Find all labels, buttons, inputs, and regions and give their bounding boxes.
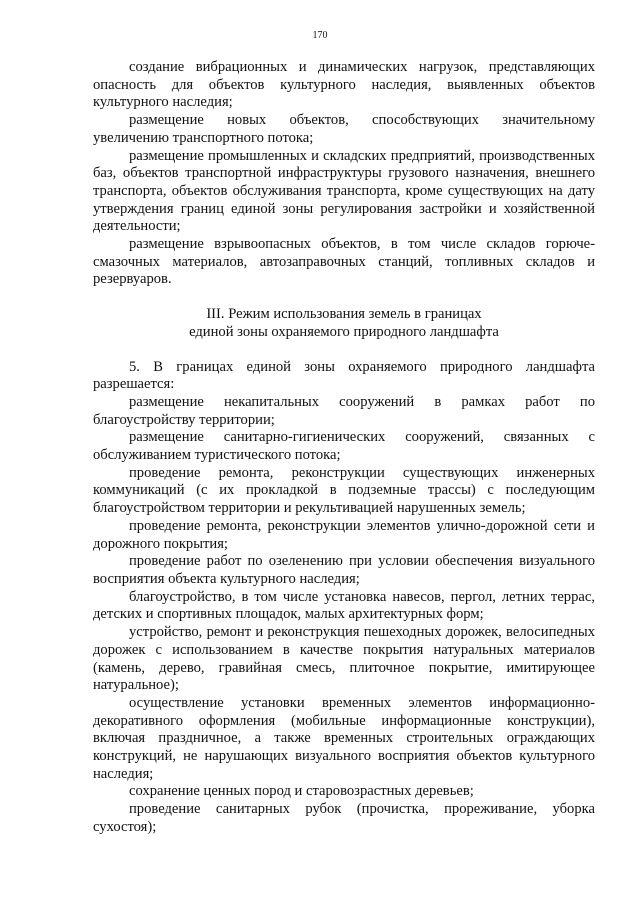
- paragraph-allowed-temporary-elements: осуществление установки временных элементов информационно-декоративного оформления (мобильные информационные конструкции), включая праздничное, а также временных строительных ограждающих конструкций, не нарушающих визуального восприятия объектов культурного наследия;: [93, 694, 595, 782]
- paragraph-allowed-landscaping: благоустройство, в том числе установка навесов, пергол, летних террас, детских и спортивных площадок, малых архитектурных форм;: [93, 588, 595, 623]
- section-heading-line-2: единой зоны охраняемого природного ландшафта: [189, 323, 499, 340]
- paragraph-allowed-sanitary-felling: проведение санитарных рубок (прочистка, прореживание, уборка сухостоя);: [93, 801, 595, 835]
- page-number: 170: [312, 30, 328, 41]
- paragraph-allowed-roads: проведение ремонта, реконструкции элементов улично-дорожной сети и дорожного покрытия;: [93, 517, 595, 552]
- paragraph-allowed-sanitary: размещение санитарно-гигиенических сооружений, связанных с обслуживанием туристического потока;: [93, 429, 595, 464]
- section-heading-line-1: III. Режим использования земель в границах: [206, 306, 482, 323]
- paragraph-allowed-utilities: проведение ремонта, реконструкции существующих инженерных коммуникаций (с их прокладкой в подземные трассы) с последующим благоустройством территории и рекультивацией нарушенных земель;: [93, 464, 595, 517]
- paragraph-allowed-tree-preservation: сохранение ценных пород и старовозрастных деревьев;: [129, 783, 474, 800]
- paragraph-allowed-noncapital: размещение некапитальных сооружений в рамках работ по благоустройству территории;: [93, 393, 595, 428]
- paragraph-allowed-paths: устройство, ремонт и реконструкция пешеходных дорожек, велосипедных дорожек с использованием в качестве покрытия натуральных материалов (камень, дерево, гравийная смесь, плиточное покрытие, имитирующее натуральное);: [93, 624, 595, 694]
- document-body: [93, 59, 595, 837]
- paragraph-prohibited-industrial: размещение промышленных и складских предприятий, производственных баз, объектов транспортной инфраструктуры грузового назначения, внешнего транспорта, объектов обслуживания транспорта, кроме существующих на дату утверждения границ единой зоны регулирования застройки и хозяйственной деятельности;: [93, 147, 595, 235]
- paragraph-prohibited-explosive: размещение взрывоопасных объектов, в том числе складов горюче-смазочных материалов, автозаправочных станций, топливных складов и резервуаров.: [93, 236, 595, 288]
- paragraph-allowed-greening: проведение работ по озеленению при условии обеспечения визуального восприятия объекта культурного наследия;: [93, 553, 595, 587]
- paragraph-prohibited-vibration: создание вибрационных и динамических нагрузок, представляющих опасность для объектов культурного наследия, выявленных объектов культурного наследия;: [93, 59, 595, 111]
- paragraph-prohibited-new-objects: размещение новых объектов, способствующих значительному увеличению транспортного потока;: [93, 112, 595, 146]
- section-heading: [93, 306, 595, 341]
- paragraph-item-5-intro: 5. В границах единой зоны охраняемого природного ландшафта разрешается:: [93, 358, 595, 393]
